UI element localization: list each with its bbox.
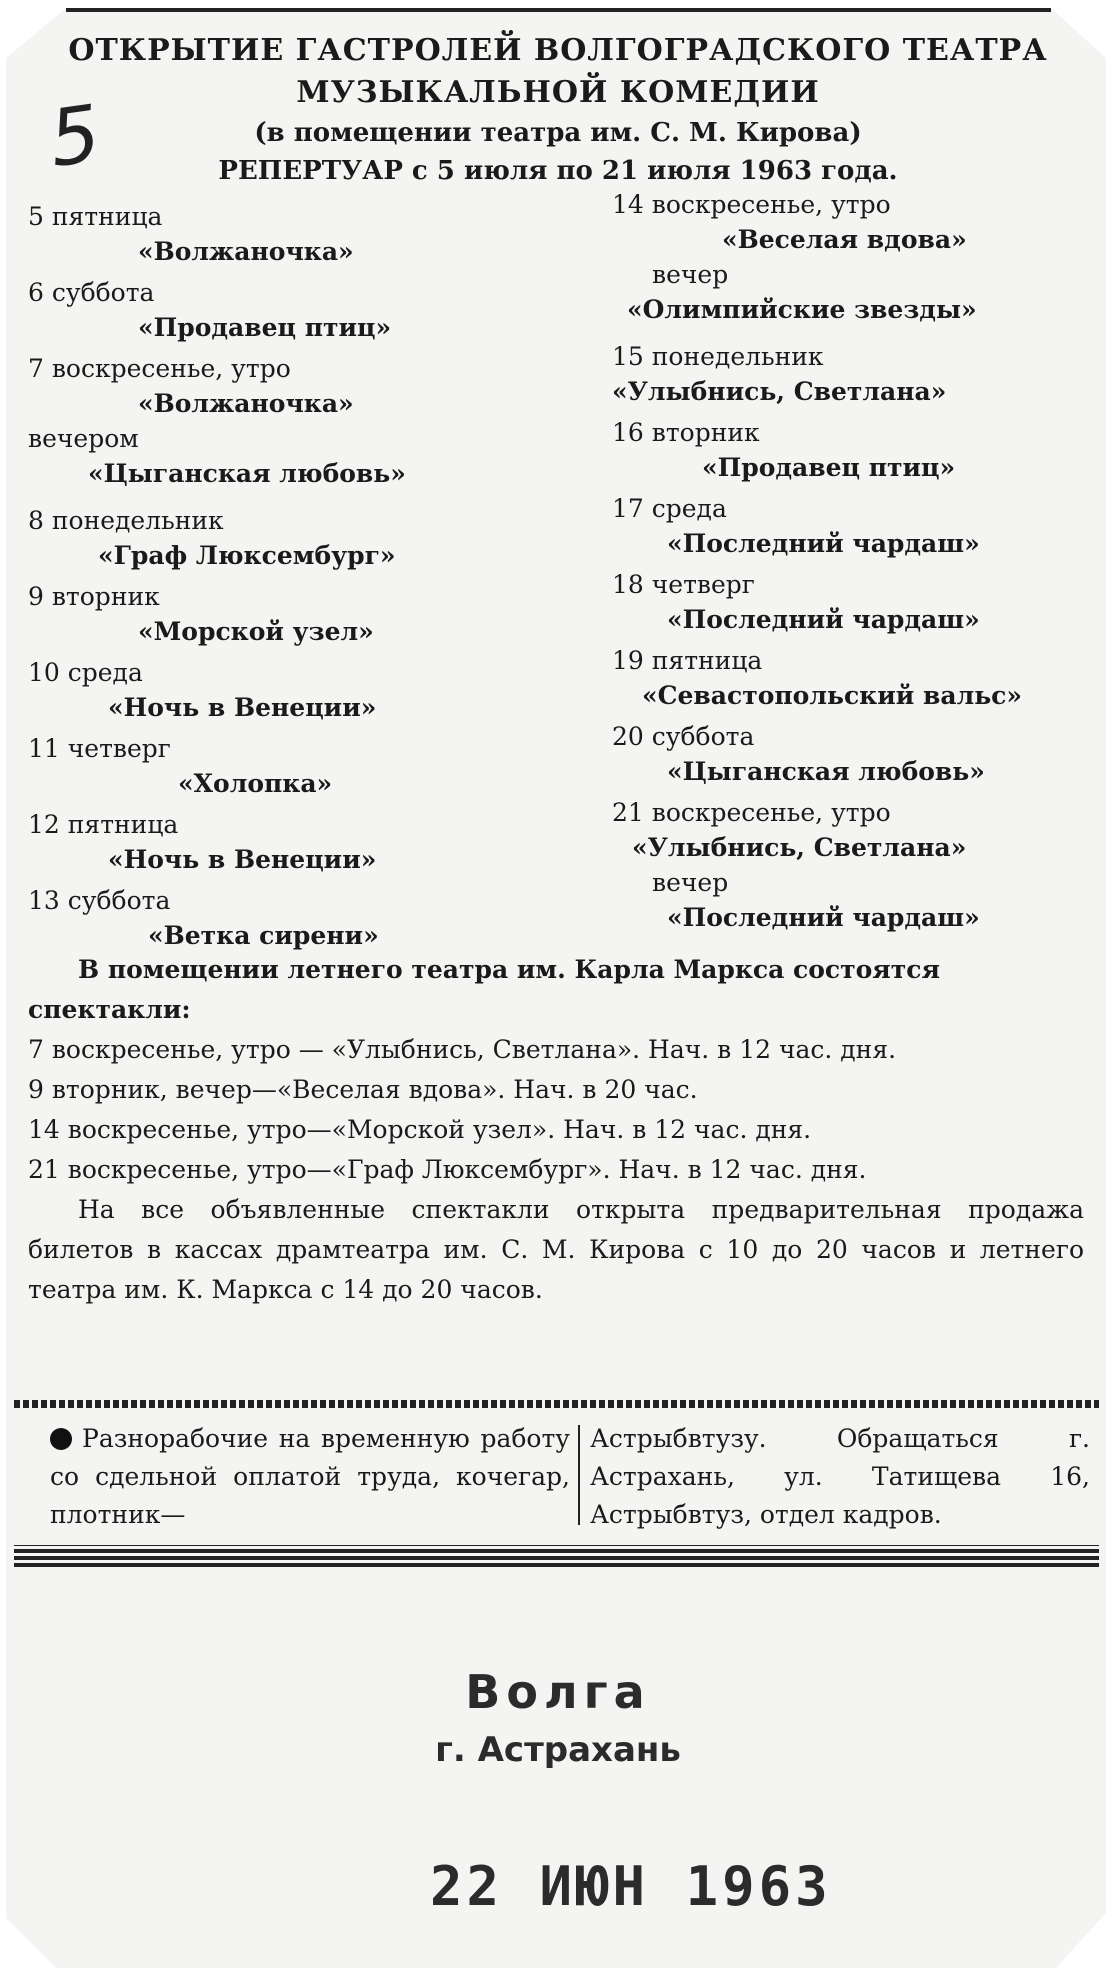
entry-title-evening: «Последний чардаш»: [667, 903, 980, 932]
entry-title: «Ночь в Венеции»: [108, 845, 377, 874]
newspaper-stamp-title: Волга: [465, 1665, 651, 1719]
entry-title: «Улыбнись, Светлана»: [612, 377, 947, 406]
entry-title: «Ветка сирени»: [148, 921, 379, 950]
repertoire-entry: [612, 568, 1116, 644]
repertoire-entry: [28, 200, 548, 276]
entry-day-evening: вечер: [652, 260, 729, 289]
repertoire-left-column: [28, 200, 548, 960]
entry-title: «Продавец птиц»: [138, 313, 392, 342]
entry-day: 9 вторник: [28, 582, 160, 611]
entry-title: «Севастопольский вальс»: [642, 681, 1023, 710]
summer-line: 9 вторник, вечер—«Веселая вдова». Нач. в 20 час.: [28, 1075, 698, 1104]
entry-day-evening: вечер: [652, 868, 729, 897]
job-ad-left: [50, 1420, 570, 1534]
entry-day: 18 четверг: [612, 570, 755, 599]
entry-title-evening: «Цыганская любовь»: [88, 459, 406, 488]
section-divider: [14, 1400, 1099, 1408]
entry-day-evening: вечером: [28, 424, 139, 453]
entry-day: 15 понедельник: [612, 342, 824, 371]
entry-title: «Граф Люксембург»: [98, 541, 396, 570]
entry-day: 16 вторник: [612, 418, 760, 447]
entry-title: «Веселая вдова»: [722, 225, 967, 254]
entry-day: 19 пятница: [612, 646, 763, 675]
header-line-2: МУЗЫКАЛЬНОЙ КОМЕДИИ: [296, 75, 820, 110]
entry-title: «Последний чардаш»: [667, 529, 980, 558]
summer-line: 21 воскресенье, утро—«Граф Люксембург». Нач. в 12 час. дня.: [28, 1155, 867, 1184]
entry-title-evening: «Олимпийские звезды»: [627, 295, 977, 324]
column-divider: [578, 1425, 580, 1525]
announcement-header: [0, 30, 1116, 190]
entry-title: «Волжаночка»: [138, 389, 354, 418]
entry-day: 21 воскресенье, утро: [612, 798, 891, 827]
entry-day: 14 воскресенье, утро: [612, 190, 891, 219]
repertoire-entry: [28, 884, 548, 960]
entry-title: «Холопка»: [178, 769, 333, 798]
repertoire-entry: [28, 504, 548, 580]
entry-title: «Последний чардаш»: [667, 605, 980, 634]
header-line-1: ОТКРЫТИЕ ГАСТРОЛЕЙ ВОЛГОГРАДСКОГО ТЕАТРА: [68, 33, 1048, 68]
entry-day: 7 воскресенье, утро: [28, 354, 291, 383]
entry-day: 10 среда: [28, 658, 143, 687]
repertoire-entry: [28, 580, 548, 656]
entry-title: «Морской узел»: [138, 617, 374, 646]
repertoire-entry: [612, 720, 1116, 796]
entry-day: 8 понедельник: [28, 506, 224, 535]
bullet-icon: [50, 1428, 72, 1450]
entry-title: «Ночь в Венеции»: [108, 693, 377, 722]
header-line-4: РЕПЕРТУАР с 5 июля по 21 июля 1963 года.: [218, 156, 898, 186]
repertoire-entry: [28, 656, 548, 732]
entry-day: 5 пятница: [28, 202, 163, 231]
repertoire-entry: [28, 808, 548, 884]
repertoire-right-column: [612, 188, 1116, 948]
repertoire-entry: [612, 492, 1116, 568]
repertoire-entry: [612, 188, 1116, 340]
newspaper-stamp-city: г. Астрахань: [435, 1730, 681, 1770]
repertoire-entry: [28, 732, 548, 808]
entry-day: 6 суббота: [28, 278, 155, 307]
entry-title: «Цыганская любовь»: [667, 757, 985, 786]
repertoire-entry: [612, 416, 1116, 492]
repertoire-entry: [612, 340, 1116, 416]
entry-title: «Волжаночка»: [138, 237, 354, 266]
summer-line: 7 воскресенье, утро — «Улыбнись, Светлана». Нач. в 12 час. дня.: [28, 1035, 897, 1064]
entry-day: 11 четверг: [28, 734, 171, 763]
header-line-3: (в помещении театра им. С. М. Кирова): [254, 118, 862, 148]
entry-day: 17 среда: [612, 494, 727, 523]
summer-theatre-section: [28, 950, 1084, 1310]
job-ad-right: Астрыбвтузу. Обращаться г. Астрахань, ул. Татищева 16, Астрыбвтуз, отдел кадров.: [590, 1424, 1090, 1529]
date-stamp: 22 ИЮН 1963: [430, 1855, 832, 1918]
entry-day: 20 суббота: [612, 722, 755, 751]
entry-day: 12 пятница: [28, 810, 179, 839]
entry-day: 13 суббота: [28, 886, 171, 915]
summer-intro: В помещении летнего театра им. Карла Маркса состоятся спектакли:: [28, 955, 940, 1024]
job-ad-text-left: Разнорабочие на временную работу со сдельной оплатой труда, кочегар, плотник—: [50, 1424, 570, 1529]
summer-line: 14 воскресенье, утро—«Морской узел». Нач. в 12 час. дня.: [28, 1115, 812, 1144]
repertoire-entry: [612, 644, 1116, 720]
repertoire-entry: [612, 796, 1116, 948]
repertoire-entry: [28, 276, 548, 352]
entry-title: «Улыбнись, Светлана»: [632, 833, 967, 862]
handwritten-number: 5: [43, 88, 106, 186]
entry-title: «Продавец птиц»: [702, 453, 956, 482]
top-border: [66, 8, 1051, 12]
repertoire-entry: [28, 352, 548, 504]
ticket-sales-note: На все объявленные спектакли открыта предварительная продажа билетов в кассах драмтеатра им. С. М. Кирова с 10 до 20 часов и летнего театра им. К. Маркса с 14 до 20 часов.: [28, 1195, 1084, 1304]
bottom-divider: [14, 1545, 1099, 1567]
